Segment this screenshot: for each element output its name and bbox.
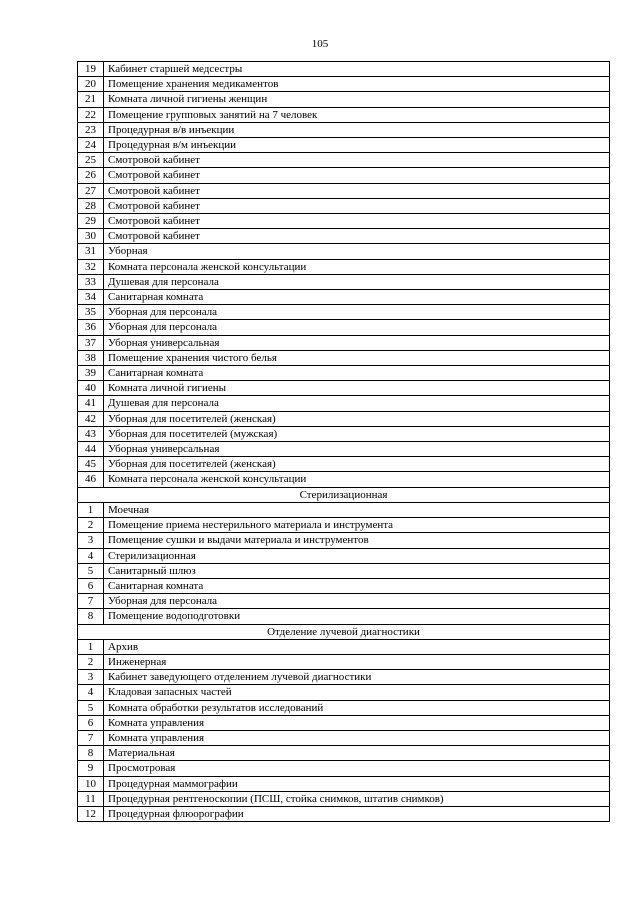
room-name: Уборная универсальная bbox=[104, 442, 610, 457]
row-number: 6 bbox=[78, 578, 104, 593]
table-row bbox=[78, 548, 610, 563]
table-row bbox=[78, 457, 610, 472]
room-name: Материальная bbox=[104, 746, 610, 761]
row-number: 34 bbox=[78, 290, 104, 305]
row-number: 35 bbox=[78, 305, 104, 320]
table-row bbox=[78, 426, 610, 441]
table-row bbox=[78, 639, 610, 654]
room-name: Смотровой кабинет bbox=[104, 198, 610, 213]
table-row bbox=[78, 654, 610, 669]
table-row bbox=[78, 198, 610, 213]
table-row bbox=[78, 776, 610, 791]
room-name: Санитарная комната bbox=[104, 366, 610, 381]
table-row bbox=[78, 62, 610, 77]
table-row bbox=[78, 518, 610, 533]
room-name: Уборная для посетителей (женская) bbox=[104, 411, 610, 426]
table-row bbox=[78, 381, 610, 396]
table-row bbox=[78, 609, 610, 624]
row-number: 26 bbox=[78, 168, 104, 183]
table-row bbox=[78, 138, 610, 153]
table-row bbox=[78, 183, 610, 198]
room-name: Смотровой кабинет bbox=[104, 214, 610, 229]
table-row bbox=[78, 290, 610, 305]
row-number: 9 bbox=[78, 761, 104, 776]
row-number: 25 bbox=[78, 153, 104, 168]
room-name: Уборная для посетителей (мужская) bbox=[104, 426, 610, 441]
row-number: 24 bbox=[78, 138, 104, 153]
row-number: 29 bbox=[78, 214, 104, 229]
row-number: 44 bbox=[78, 442, 104, 457]
section-title: Стерилизационная bbox=[78, 487, 610, 502]
room-name: Комната личной гигиены bbox=[104, 381, 610, 396]
row-number: 22 bbox=[78, 107, 104, 122]
table-row bbox=[78, 746, 610, 761]
table-row bbox=[78, 259, 610, 274]
table-row bbox=[78, 715, 610, 730]
room-name: Помещение групповых занятий на 7 человек bbox=[104, 107, 610, 122]
row-number: 7 bbox=[78, 730, 104, 745]
row-number: 42 bbox=[78, 411, 104, 426]
section-header-row bbox=[78, 487, 610, 502]
room-name: Смотровой кабинет bbox=[104, 229, 610, 244]
room-name: Уборная bbox=[104, 244, 610, 259]
row-number: 37 bbox=[78, 335, 104, 350]
table-row bbox=[78, 806, 610, 821]
room-name: Смотровой кабинет bbox=[104, 153, 610, 168]
room-name: Комната управления bbox=[104, 715, 610, 730]
table-row bbox=[78, 700, 610, 715]
room-name: Помещение хранения чистого белья bbox=[104, 350, 610, 365]
row-number: 27 bbox=[78, 183, 104, 198]
room-name: Процедурная в/м инъекции bbox=[104, 138, 610, 153]
room-name: Архив bbox=[104, 639, 610, 654]
table-row bbox=[78, 350, 610, 365]
row-number: 11 bbox=[78, 791, 104, 806]
room-name: Помещение приема нестерильного материала и инструмента bbox=[104, 518, 610, 533]
row-number: 20 bbox=[78, 77, 104, 92]
table-row bbox=[78, 244, 610, 259]
room-name: Процедурная маммографии bbox=[104, 776, 610, 791]
room-name: Комната персонала женской консультации bbox=[104, 259, 610, 274]
row-number: 3 bbox=[78, 533, 104, 548]
row-number: 2 bbox=[78, 518, 104, 533]
row-number: 4 bbox=[78, 685, 104, 700]
room-name: Помещение хранения медикаментов bbox=[104, 77, 610, 92]
row-number: 31 bbox=[78, 244, 104, 259]
table-row bbox=[78, 320, 610, 335]
room-name: Стерилизационная bbox=[104, 548, 610, 563]
row-number: 2 bbox=[78, 654, 104, 669]
row-number: 40 bbox=[78, 381, 104, 396]
table-row bbox=[78, 366, 610, 381]
table-row bbox=[78, 153, 610, 168]
row-number: 8 bbox=[78, 746, 104, 761]
room-name: Комната управления bbox=[104, 730, 610, 745]
row-number: 28 bbox=[78, 198, 104, 213]
row-number: 32 bbox=[78, 259, 104, 274]
row-number: 43 bbox=[78, 426, 104, 441]
room-name: Душевая для персонала bbox=[104, 274, 610, 289]
room-name: Кабинет старшей медсестры bbox=[104, 62, 610, 77]
row-number: 21 bbox=[78, 92, 104, 107]
table-row bbox=[78, 578, 610, 593]
room-name: Просмотровая bbox=[104, 761, 610, 776]
row-number: 41 bbox=[78, 396, 104, 411]
table-row bbox=[78, 214, 610, 229]
table-row bbox=[78, 168, 610, 183]
room-name: Уборная для персонала bbox=[104, 305, 610, 320]
row-number: 8 bbox=[78, 609, 104, 624]
table-row bbox=[78, 594, 610, 609]
row-number: 38 bbox=[78, 350, 104, 365]
room-name: Смотровой кабинет bbox=[104, 168, 610, 183]
section-title: Отделение лучевой диагностики bbox=[78, 624, 610, 639]
row-number: 10 bbox=[78, 776, 104, 791]
room-name: Уборная для персонала bbox=[104, 320, 610, 335]
page-number: 105 bbox=[311, 38, 329, 50]
room-name: Комната личной гигиены женщин bbox=[104, 92, 610, 107]
room-name: Уборная универсальная bbox=[104, 335, 610, 350]
table-row bbox=[78, 274, 610, 289]
table-row bbox=[78, 229, 610, 244]
row-number: 5 bbox=[78, 700, 104, 715]
table-row bbox=[78, 670, 610, 685]
row-number: 1 bbox=[78, 502, 104, 517]
room-name: Уборная для персонала bbox=[104, 594, 610, 609]
room-name: Санитарный шлюз bbox=[104, 563, 610, 578]
table-row bbox=[78, 563, 610, 578]
table-row bbox=[78, 305, 610, 320]
room-name: Санитарная комната bbox=[104, 578, 610, 593]
room-name: Кабинет заведующего отделением лучевой диагностики bbox=[104, 670, 610, 685]
table-row bbox=[78, 77, 610, 92]
row-number: 46 bbox=[78, 472, 104, 487]
row-number: 5 bbox=[78, 563, 104, 578]
room-name: Моечная bbox=[104, 502, 610, 517]
room-name: Уборная для посетителей (женская) bbox=[104, 457, 610, 472]
table-row bbox=[78, 335, 610, 350]
room-name: Комната персонала женской консультации bbox=[104, 472, 610, 487]
room-name: Душевая для персонала bbox=[104, 396, 610, 411]
table-row bbox=[78, 730, 610, 745]
room-name: Комната обработки результатов исследований bbox=[104, 700, 610, 715]
table-row bbox=[78, 791, 610, 806]
table-row bbox=[78, 396, 610, 411]
room-name: Помещение водоподготовки bbox=[104, 609, 610, 624]
section-header-row bbox=[78, 624, 610, 639]
room-name: Кладовая запасных частей bbox=[104, 685, 610, 700]
row-number: 4 bbox=[78, 548, 104, 563]
room-name: Процедурная в/в инъекции bbox=[104, 122, 610, 137]
row-number: 7 bbox=[78, 594, 104, 609]
table-row bbox=[78, 92, 610, 107]
room-name: Процедурная флюорографии bbox=[104, 806, 610, 821]
row-number: 33 bbox=[78, 274, 104, 289]
table-row bbox=[78, 533, 610, 548]
table-row bbox=[78, 685, 610, 700]
row-number: 1 bbox=[78, 639, 104, 654]
row-number: 3 bbox=[78, 670, 104, 685]
row-number: 45 bbox=[78, 457, 104, 472]
row-number: 30 bbox=[78, 229, 104, 244]
rooms-table-body bbox=[78, 62, 610, 822]
room-name: Помещение сушки и выдачи материала и инструментов bbox=[104, 533, 610, 548]
row-number: 39 bbox=[78, 366, 104, 381]
row-number: 6 bbox=[78, 715, 104, 730]
table-row bbox=[78, 122, 610, 137]
table-row bbox=[78, 442, 610, 457]
table-row bbox=[78, 107, 610, 122]
room-name: Инженерная bbox=[104, 654, 610, 669]
table-row bbox=[78, 472, 610, 487]
row-number: 12 bbox=[78, 806, 104, 821]
rooms-table bbox=[77, 61, 610, 822]
row-number: 36 bbox=[78, 320, 104, 335]
table-row bbox=[78, 502, 610, 517]
room-name: Процедурная рентгеноскопии (ПСШ, стойка снимков, штатив снимков) bbox=[104, 791, 610, 806]
table-row bbox=[78, 411, 610, 426]
table-row bbox=[78, 761, 610, 776]
row-number: 19 bbox=[78, 62, 104, 77]
room-name: Смотровой кабинет bbox=[104, 183, 610, 198]
room-name: Санитарная комната bbox=[104, 290, 610, 305]
row-number: 23 bbox=[78, 122, 104, 137]
